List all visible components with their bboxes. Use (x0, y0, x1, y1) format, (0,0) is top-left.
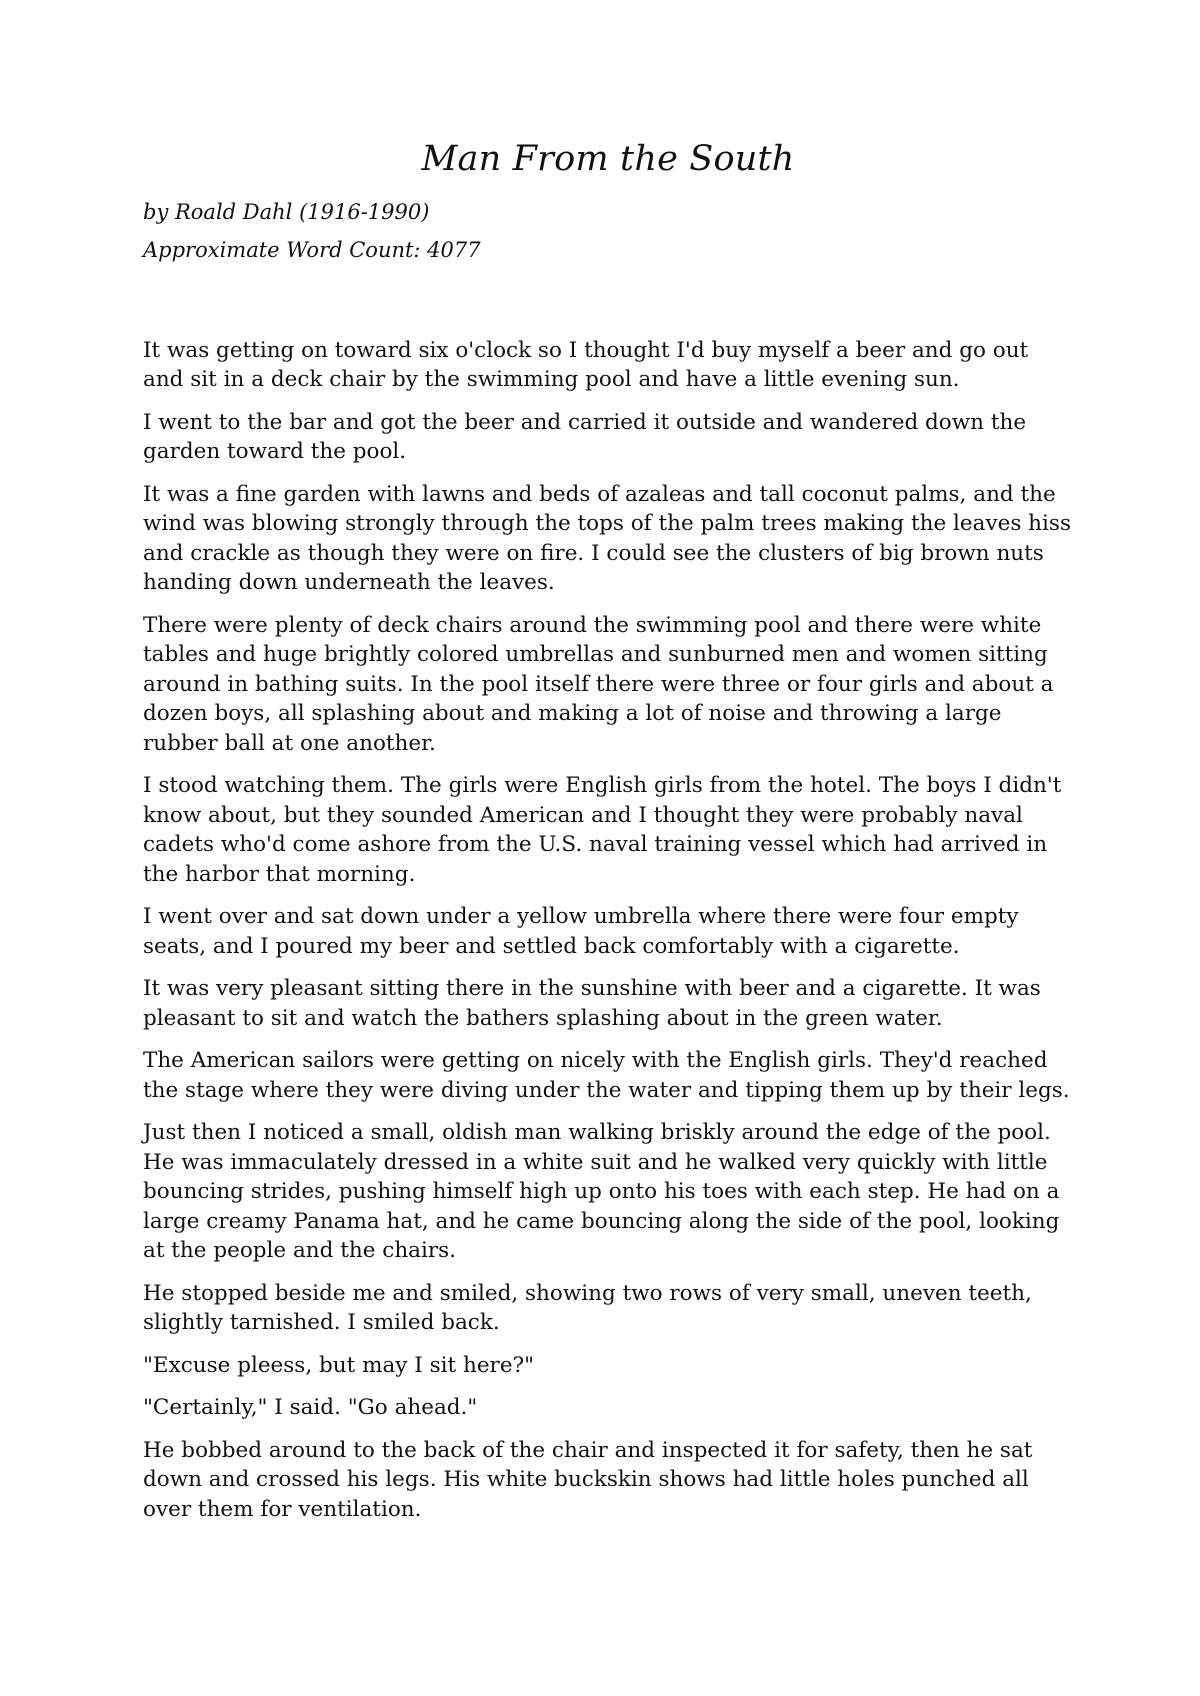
paragraph: "Excuse pleess, but may I sit here?" (143, 1352, 534, 1378)
author-line: by Roald Dahl (1916-1990) (143, 200, 430, 224)
paragraph: It was a fine garden with lawns and beds of azaleas and tall coconut palms, and the wind was blowing strongly through the tops of the palm trees making the leaves hiss and crackle as though they were on fire. I could see the clusters of big brown nuts handing down underneath the leaves. (143, 481, 1071, 596)
paragraph: There were plenty of deck chairs around the swimming pool and there were white tables and huge brightly colored umbrellas and sunburned men and women sitting around in bathing suits. In the pool itself there were three or four girls and about a dozen boys, all splashing about and making a lot of noise and throwing a large rubber ball at one another. (143, 612, 1054, 756)
word-count-line: Approximate Word Count: 4077 (143, 238, 481, 263)
document-title: Man From the South (421, 139, 795, 179)
paragraph: He bobbed around to the back of the chair and inspected it for safety, then he sat down and crossed his legs. His white buckskin shows had little holes punched all over them for ventilation. (143, 1437, 1033, 1522)
paragraph: The American sailors were getting on nicely with the English girls. They'd reached the stage where they were diving under the water and tipping them up by their legs. (143, 1048, 1070, 1103)
paragraph: I went to the bar and got the beer and carried it outside and wandered down the garden toward the pool. (143, 409, 1027, 465)
story-body (143, 336, 1073, 1525)
paragraph: He stopped beside me and smiled, showing two rows of very small, uneven teeth, slightly tarnished. I smiled back. (143, 1280, 1032, 1336)
paragraph: I stood watching them. The girls were English girls from the hotel. The boys I didn't know about, but they sounded American and I thought they were probably naval cadets who'd come ashore from the U.S. naval training vessel which had arrived in the harbor that morning. (143, 773, 1062, 887)
paragraph: It was very pleasant sitting there in the sunshine with beer and a cigarette. It was pleasant to sit and watch the bathers splashing about in the green water. (143, 976, 1041, 1031)
paragraph: "Certainly," I said. "Go ahead." (143, 1395, 478, 1421)
document-page (143, 138, 1073, 1537)
paragraph: Just then I noticed a small, oldish man walking briskly around the edge of the pool. He was immaculately dressed in a white suit and he walked very quickly with little bouncing strides, pushing himself high up onto his toes with each step. He had on a large creamy Panama hat, and he came bouncing along the side of the pool, looking at the people and the chairs. (143, 1120, 1060, 1264)
paragraph: I went over and sat down under a yellow umbrella where there were four empty seats, and I poured my beer and settled back comfortably with a cigarette. (143, 904, 1019, 959)
paragraph: It was getting on toward six o'clock so I thought I'd buy myself a beer and go out and sit in a deck chair by the swimming pool and have a little evening sun. (143, 337, 1029, 393)
